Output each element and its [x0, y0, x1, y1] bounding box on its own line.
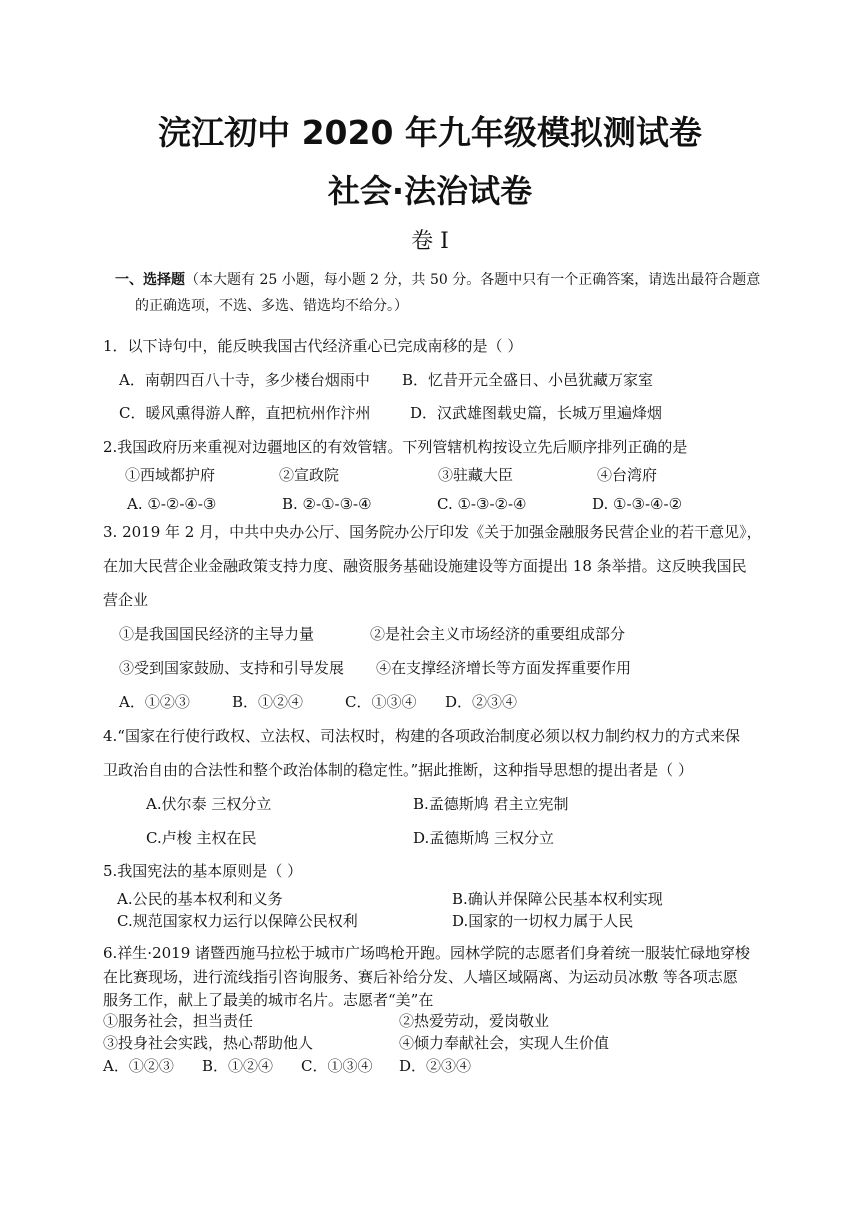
question-6-option-a: A．①②③	[103, 1057, 174, 1075]
question-6-item-1: ①服务社会，担当责任	[103, 1012, 254, 1030]
question-2-option-a: A. ①-②-④-③	[127, 495, 217, 513]
question-6-line-1: 6.祥生·2019 诸暨西施马拉松于城市广场鸣枪开跑。园林学院的志愿者们身着统一服装忙碌地穿梭	[103, 944, 751, 962]
question-6-line-2: 在比赛现场，进行流线指引咨询服务、赛后补给分发、人墙区域隔离、为运动员冰敷 等各项志愿	[103, 968, 738, 986]
question-2-item-2: ②宣政院	[279, 466, 340, 484]
question-3-line-3: 营企业	[103, 591, 149, 609]
section-description: （本大题有 25 小题，每小题 2 分，共 50 分。各题中只有一个正确答案，请选出最符合题意	[185, 272, 761, 288]
question-3-item-1: ①是我国国民经济的主导力量	[119, 625, 315, 643]
question-6-item-2: ②热爱劳动，爱岗敬业	[399, 1012, 550, 1030]
exam-subtitle: 社会·法治试卷	[327, 172, 533, 210]
question-3-option-d: D．②③④	[445, 693, 518, 711]
question-2-option-c: C. ①-③-②-④	[437, 495, 527, 513]
question-4-line-2: 卫政治自由的合法性和整个政治体制的稳定性。”据此推断，这种指导思想的提出者是（ ）	[103, 761, 693, 779]
question-4-option-d: D.孟德斯鸠 三权分立	[413, 829, 555, 847]
question-3-line-1: 3. 2019 年 2 月，中共中央办公厅、国务院办公厅印发《关于加强金融服务民营企业的若干意见》，	[103, 523, 762, 541]
section-description-cont: 的正确选项，不选、多选、错选均不给分。）	[135, 298, 408, 314]
question-2-stem: 2.我国政府历来重视对边疆地区的有效管辖。下列管辖机构按设立先后顺序排列正确的是	[103, 438, 688, 456]
question-5-stem: 5.我国宪法的基本原则是（ ）	[103, 862, 303, 880]
question-4-option-a: A.伏尔泰 三权分立	[146, 795, 272, 813]
question-3-item-3: ③受到国家鼓励、支持和引导发展	[119, 659, 345, 677]
question-3-item-4: ④在支撑经济增长等方面发挥重要作用	[376, 659, 632, 677]
question-5-option-d: D.国家的一切权力属于人民	[452, 912, 634, 930]
question-3-item-2: ②是社会主义市场经济的重要组成部分	[370, 625, 626, 643]
question-6-item-3: ③投身社会实践，热心帮助他人	[103, 1034, 314, 1052]
question-1-stem: 1．以下诗句中，能反映我国古代经济重心已完成南移的是（ ）	[103, 337, 523, 355]
question-4-option-b: B.孟德斯鸠 君主立宪制	[413, 795, 569, 813]
question-2-item-3: ③驻藏大臣	[438, 466, 514, 484]
question-2-item-4: ④台湾府	[597, 466, 658, 484]
question-3-option-a: A．①②③	[119, 693, 190, 711]
question-4-line-1: 4.“国家在行使行政权、立法权、司法权时，构建的各项政治制度必须以权力制约权力的方式来保	[103, 727, 740, 745]
question-6-option-b: B．①②④	[202, 1057, 274, 1075]
question-6-option-c: C．①③④	[301, 1057, 373, 1075]
question-6-item-4: ④倾力奉献社会，实现人生价值	[399, 1034, 610, 1052]
question-1-option-c: C．暖风熏得游人醉，直把杭州作汴州	[119, 404, 371, 422]
section-header	[115, 273, 760, 287]
question-2-option-b: B. ②-①-③-④	[282, 495, 372, 513]
question-1-option-b: B．忆昔开元全盛日、小邑犹藏万家室	[402, 371, 654, 389]
question-1-option-d: D．汉武雄图载史篇，长城万里遍烽烟	[410, 404, 663, 422]
question-2-option-d: D. ①-③-④-②	[592, 495, 683, 513]
volume-label: 卷 I	[411, 229, 449, 254]
question-6-line-3: 服务工作，献上了最美的城市名片。志愿者“美”在	[103, 991, 434, 1009]
question-3-option-b: B．①②④	[232, 693, 304, 711]
question-1-option-a: A．南朝四百八十寺，多少楼台烟雨中	[119, 371, 370, 389]
question-6-option-d: D．②③④	[399, 1057, 472, 1075]
question-3-line-2: 在加大民营企业金融政策支持力度、融资服务基础设施建设等方面提出 18 条举措。这反映我国民	[103, 557, 747, 575]
question-3-option-c: C．①③④	[345, 693, 417, 711]
question-5-option-b: B.确认并保障公民基本权利实现	[452, 890, 663, 908]
question-4-option-c: C.卢梭 主权在民	[146, 829, 257, 847]
question-5-option-c: C.规范国家权力运行以保障公民权利	[117, 912, 358, 930]
section-label: 一、选择题	[115, 272, 185, 288]
question-5-option-a: A.公民的基本权利和义务	[117, 890, 283, 908]
exam-title: 浣江初中 2020 年九年级模拟测试卷	[158, 113, 702, 152]
question-2-item-1: ①西域都护府	[125, 466, 216, 484]
